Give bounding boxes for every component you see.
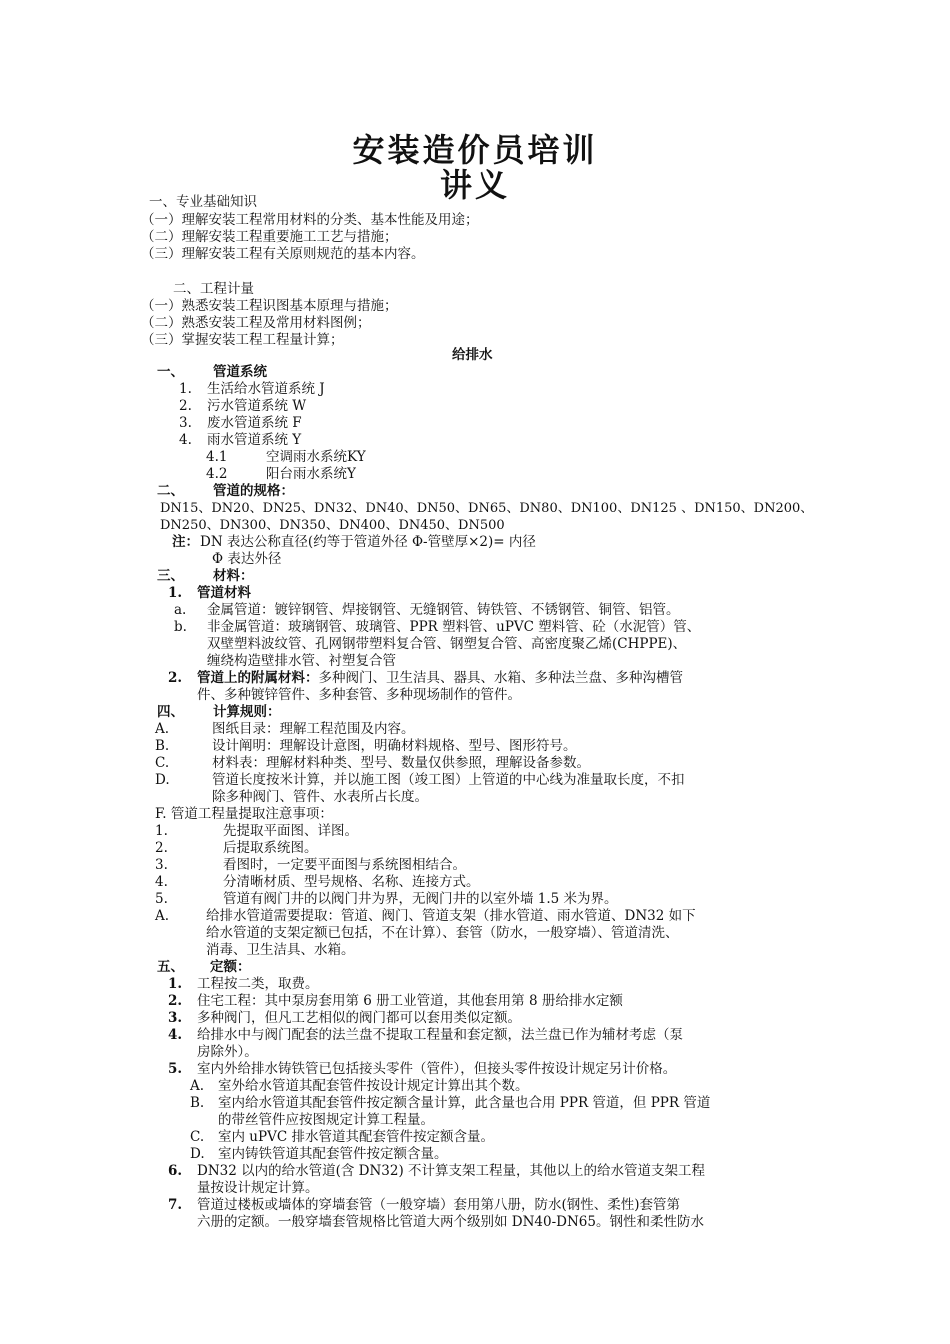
list-item: 六册的定额。一般穿墙套管规格比管道大两个级别如 DN40-DN65。钢性和柔性防水 xyxy=(197,1214,704,1230)
list-item: 看图时，一定要平面图与系统图相结合。 xyxy=(223,857,466,873)
list-item: 后提取系统图。 xyxy=(223,840,318,856)
section1-item: （一）理解安装工程常用材料的分类、基本性能及用途； xyxy=(141,212,479,228)
list-number: 1. xyxy=(168,585,183,601)
list-letter: C. xyxy=(155,755,170,771)
list-item: 管道长度按米计算，并以施工图（竣工图）上管道的中心线为准量取长度，不扣 xyxy=(212,772,685,788)
list-item: DN32 以内的给水管道(含 DN32) 不计算支架工程量，其他以上的给水管道支架工程 xyxy=(197,1163,706,1179)
sec2-number: 二、 xyxy=(157,483,184,499)
list-item: 室外给水管道其配套管件按设计规定计算出其个数。 xyxy=(218,1078,529,1094)
list-letter: b. xyxy=(174,619,187,635)
list-number: 2. xyxy=(168,670,183,686)
list-item: 的带丝管件应按图规定计算工程量。 xyxy=(218,1112,434,1128)
document-title: 安装造价员培训 xyxy=(352,131,598,169)
list-item: 除多种阀门、管件、水表所占长度。 xyxy=(212,789,428,805)
list-letter: A. xyxy=(155,908,170,924)
list-item: 量按设计规定计算。 xyxy=(197,1180,319,1196)
list-item: 室内 uPVC 排水管道其配套管件按定额含量。 xyxy=(218,1129,494,1145)
center-heading: 给排水 xyxy=(452,347,493,363)
note-label: 注： xyxy=(172,534,199,550)
list-number: 4.2 xyxy=(206,466,228,482)
list-item: 件、多种镀锌管件、多种套管、多种现场制作的管件。 xyxy=(197,687,521,703)
list-item: 室内外给排水铸铁管已包括接头零件（管件），但接头零件按设计规定另计价格。 xyxy=(197,1061,677,1077)
sec5-number: 五、 xyxy=(157,959,184,975)
sec4-title: 计算规则： xyxy=(213,704,281,720)
list-item: 室内给水管道其配套管件按定额含量计算，此含量也合用 PPR 管道，但 PPR 管道 xyxy=(218,1095,711,1111)
sec1-title: 管道系统 xyxy=(213,364,267,380)
list-number: 2. xyxy=(155,840,168,856)
list-number: 3. xyxy=(155,857,168,873)
sec2-title: 管道的规格： xyxy=(213,483,294,499)
list-item: 房除外）。 xyxy=(197,1044,258,1060)
section2-heading: 二、工程计量 xyxy=(173,281,254,297)
list-item: 室内铸铁管道其配套管件按定额含量。 xyxy=(218,1146,448,1162)
list-letter: C. xyxy=(190,1129,205,1145)
list-letter: B. xyxy=(190,1095,205,1111)
list-item: 生活给水管道系统 J xyxy=(207,381,325,397)
list-item: 先提取平面图、详图。 xyxy=(223,823,358,839)
list-letter: D. xyxy=(155,772,170,788)
list-item: 污水管道系统 W xyxy=(207,398,307,414)
list-letter: A. xyxy=(190,1078,205,1094)
inline-text: 多种阀门、卫生洁具、器具、水箱、多种法兰盘、多种沟槽管 xyxy=(318,670,683,686)
list-letter: a. xyxy=(174,602,187,618)
list-item: 管道过楼板或墙体的穿墙套管（一般穿墙）套用第八册，防水(钢性、柔性)套管第 xyxy=(197,1197,681,1213)
list-item: F. 管道工程量提取注意事项： xyxy=(155,806,333,822)
note-text: DN 表达公称直径(约等于管道外径 Φ-管壁厚×2)= 内径 xyxy=(200,534,536,550)
list-item: 给排水中与阀门配套的法兰盘不提取工程量和套定额，法兰盘已作为辅材考虑（泵 xyxy=(197,1027,683,1043)
list-number: 4. xyxy=(179,432,192,448)
list-number: 2. xyxy=(179,398,192,414)
inline-label: 管道上的附属材料： xyxy=(197,670,319,686)
section1-heading: 一、专业基础知识 xyxy=(149,194,257,210)
list-number: 3. xyxy=(179,415,192,431)
list-number: 3. xyxy=(168,1010,183,1026)
list-item: 设计阐明：理解设计意图，明确材料规格、型号、图形符号。 xyxy=(212,738,577,754)
list-item: 住宅工程：其中泵房套用第 6 册工业管道，其他套用第 8 册给排水定额 xyxy=(197,993,623,1009)
list-item: 金属管道：镀锌钢管、焊接钢管、无缝钢管、铸铁管、不锈钢管、铜管、铝管。 xyxy=(207,602,680,618)
list-item: 废水管道系统 F xyxy=(207,415,302,431)
section2-item: （三）掌握安装工程工程量计算； xyxy=(141,332,344,348)
sec3-number: 三、 xyxy=(157,568,184,584)
subsection-title: 管道材料 xyxy=(197,585,251,601)
list-item: 工程按二类，取费。 xyxy=(197,976,319,992)
list-number: 2. xyxy=(168,993,183,1009)
section2-item: （一）熟悉安装工程识图基本原理与措施； xyxy=(141,298,398,314)
list-item: 阳台雨水系统Y xyxy=(266,466,356,482)
list-number: 4. xyxy=(168,1027,183,1043)
sec3-title: 材料： xyxy=(213,568,254,584)
list-item: 图纸目录：理解工程范围及内容。 xyxy=(212,721,415,737)
spec-line: DN250、DN300、DN350、DN400、DN450、DN500 xyxy=(160,518,505,533)
list-number: 5. xyxy=(155,891,168,907)
section1-item: （二）理解安装工程重要施工工艺与措施； xyxy=(141,229,398,245)
list-item: 材料表：理解材料种类、型号、数量仅供参照，理解设备参数。 xyxy=(212,755,590,771)
list-item: 给排水管道需要提取：管道、阀门、管道支架（排水管道、雨水管道、DN32 如下 xyxy=(206,908,696,924)
list-number: 4.1 xyxy=(206,449,228,465)
list-item xyxy=(197,670,683,687)
list-item: 多种阀门，但凡工艺相似的阀门都可以套用类似定额。 xyxy=(197,1010,521,1026)
list-number: 6. xyxy=(168,1163,183,1179)
list-item: 管道有阀门井的以阀门井为界，无阀门井的以室外墙 1.5 米为界。 xyxy=(223,891,618,907)
list-number: 4. xyxy=(155,874,168,890)
document-subtitle: 讲义 xyxy=(439,166,510,204)
list-item: 非金属管道：玻璃钢管、玻璃管、PPR 塑料管、uPVC 塑料管、砼（水泥管）管、 xyxy=(207,619,701,635)
list-number: 1. xyxy=(155,823,168,839)
list-item: 双壁塑料波纹管、孔网钢带塑料复合管、钢塑复合管、高密度聚乙烯(CHPPE)、 xyxy=(207,636,687,652)
list-item: 雨水管道系统 Y xyxy=(207,432,302,448)
list-letter: A. xyxy=(155,721,170,737)
section1-item: （三）理解安装工程有关原则规范的基本内容。 xyxy=(141,246,425,262)
list-number: 5. xyxy=(168,1061,183,1077)
list-number: 7. xyxy=(168,1197,183,1213)
list-letter: B. xyxy=(155,738,170,754)
list-item: 分清晰材质、型号规格、名称、连接方式。 xyxy=(223,874,480,890)
note-text: Φ 表达外径 xyxy=(212,551,282,567)
list-item: 消毒、卫生洁具、水箱。 xyxy=(206,942,355,958)
sec1-number: 一、 xyxy=(157,364,184,380)
sec4-number: 四、 xyxy=(157,704,184,720)
spec-line: DN15、DN20、DN25、DN32、DN40、DN50、DN65、DN80、DN100、DN125 、DN150、DN200、 xyxy=(160,501,814,516)
list-letter: D. xyxy=(190,1146,205,1162)
sec5-title: 定额： xyxy=(210,959,251,975)
section2-item: （二）熟悉安装工程及常用材料图例； xyxy=(141,315,371,331)
list-item: 空调雨水系统KY xyxy=(266,449,366,465)
list-number: 1. xyxy=(179,381,192,397)
list-number: 1. xyxy=(168,976,183,992)
list-item: 缠绕构造壁排水管、衬塑复合管 xyxy=(207,653,396,669)
list-item: 给水管道的支架定额已包括，不在计算）、套管（防水，一般穿墙）、管道清洗、 xyxy=(206,925,679,941)
